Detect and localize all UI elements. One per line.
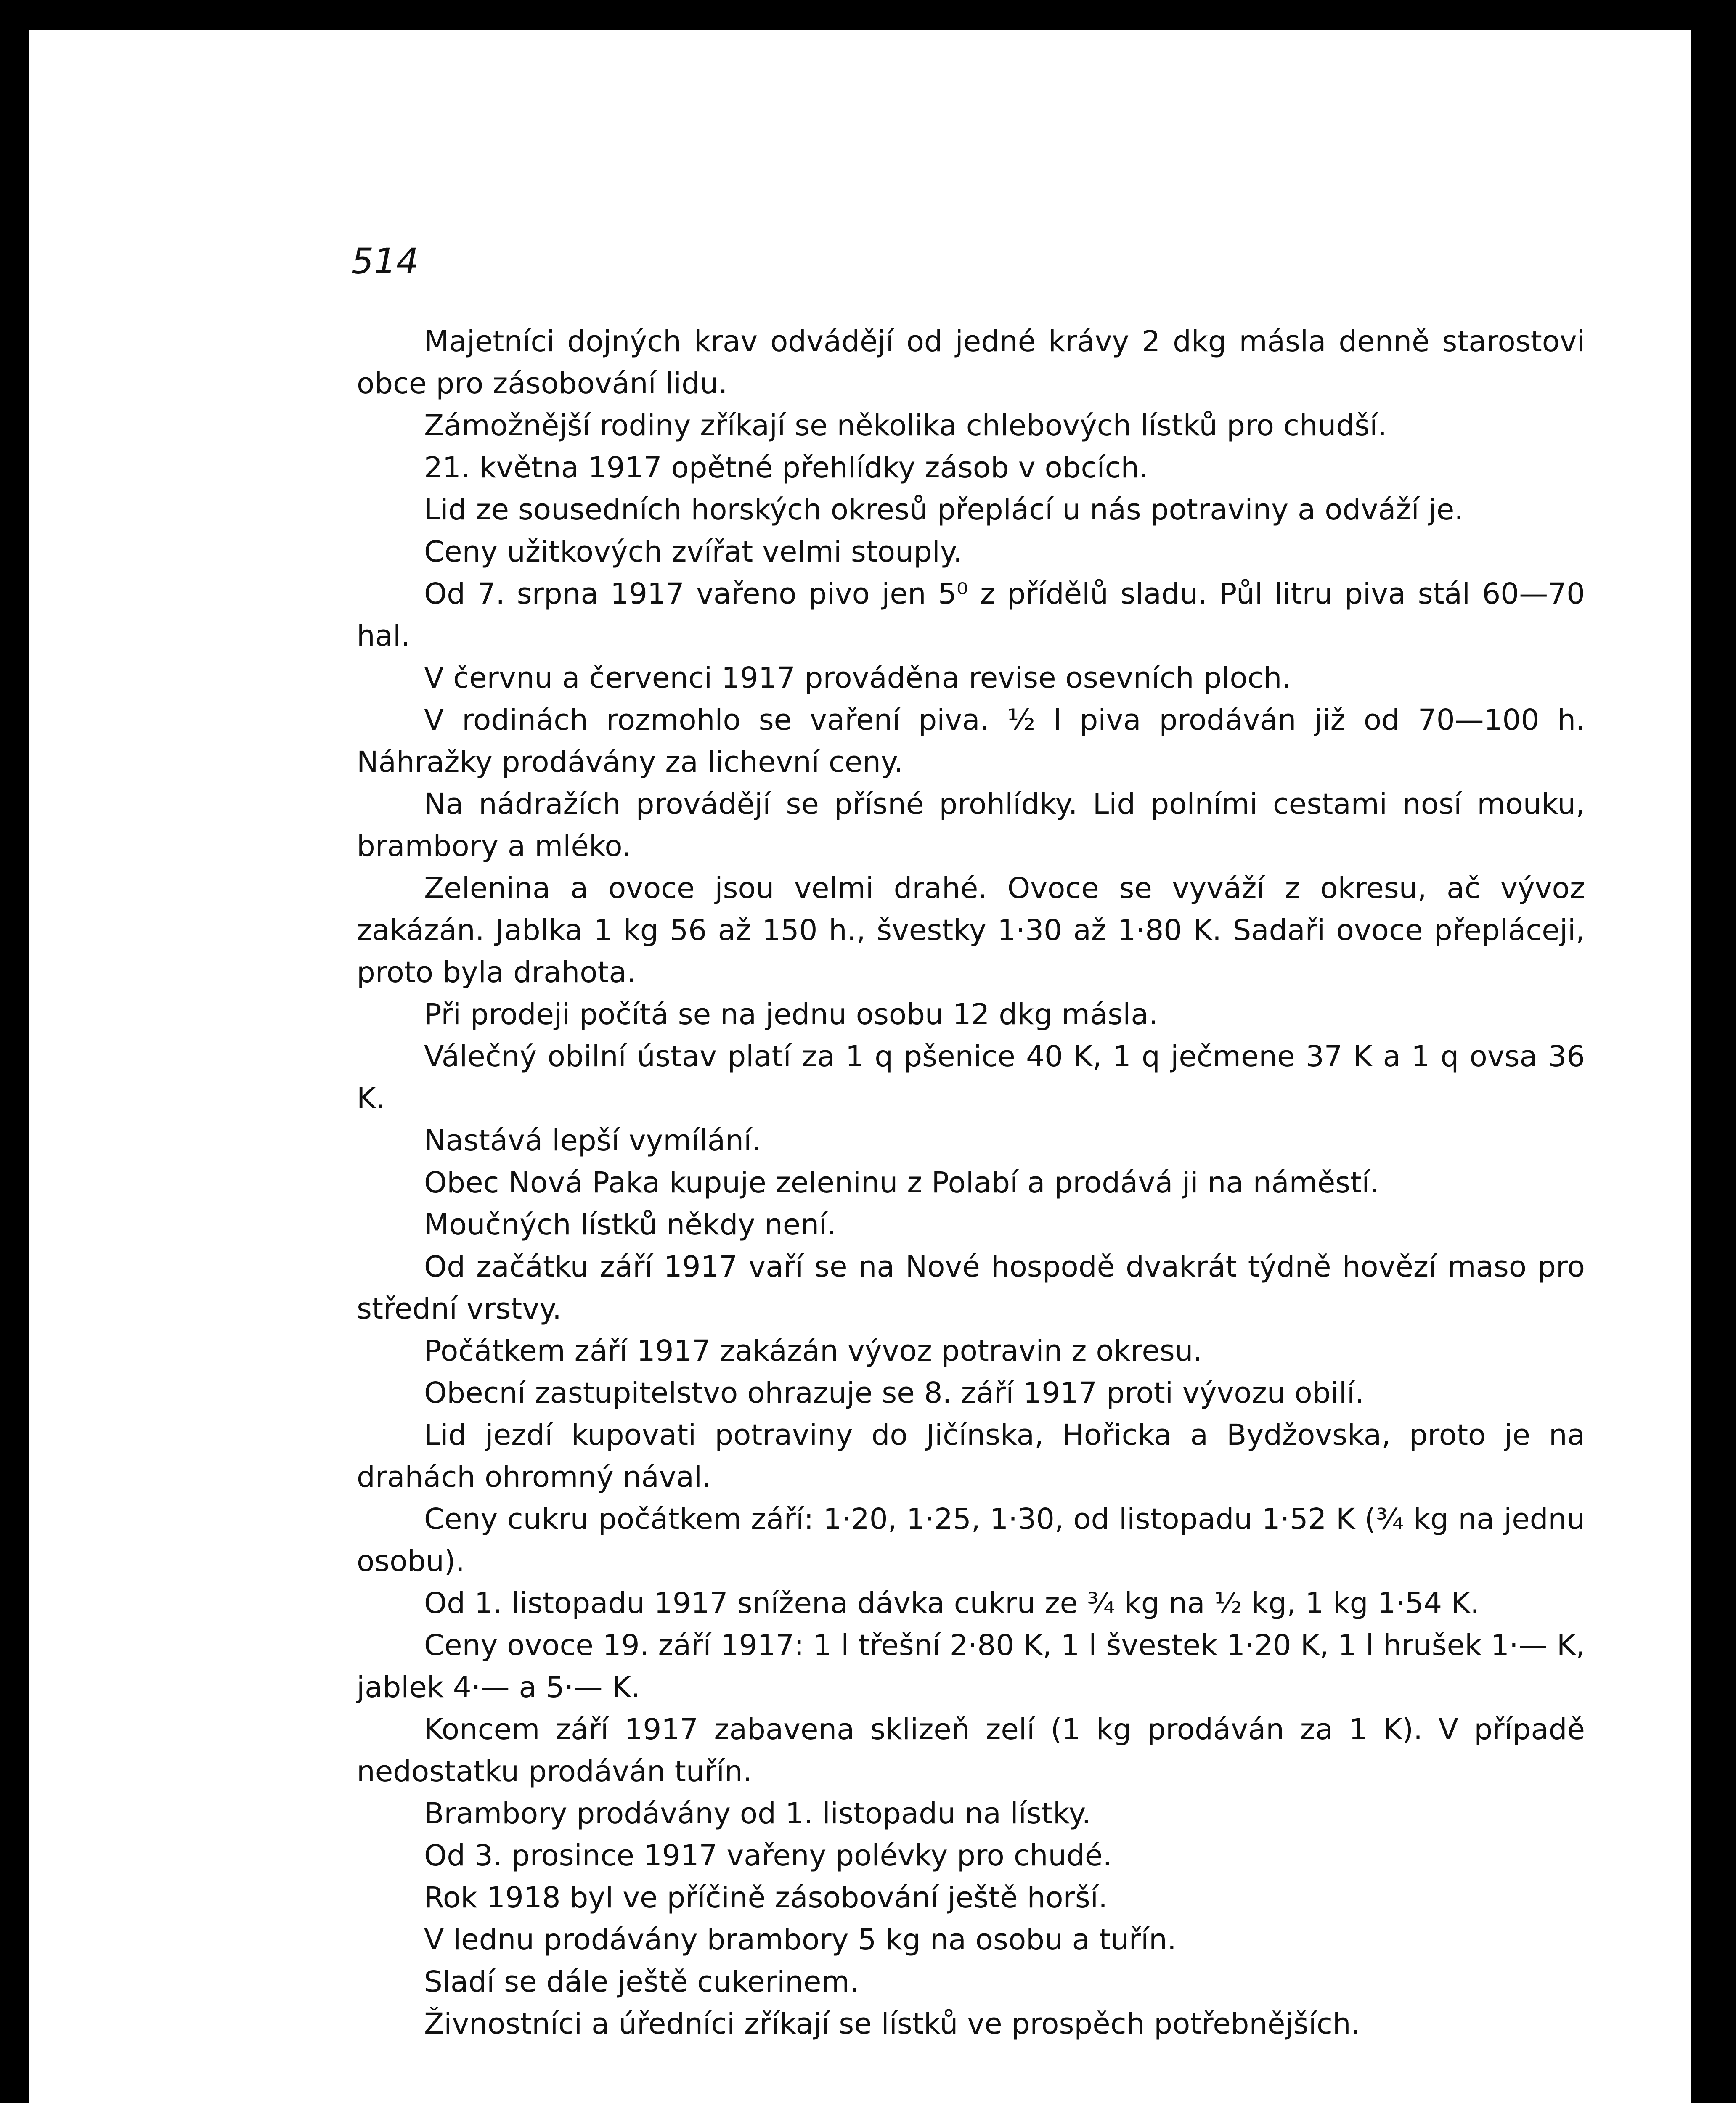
paragraph: Koncem září 1917 zabavena sklizeň zelí (1 kg prodáván za 1 K). V případě nedostatku prodáván tuřín. xyxy=(357,1713,1585,1788)
paragraph: Od začátku září 1917 vaří se na Nové hospodě dvakrát týdně hovězí maso pro střední vrstvy. xyxy=(357,1250,1585,1326)
paragraph: V rodinách rozmohlo se vaření piva. ½ l piva prodáván již od 70—100 h. Náhražky prodávány za lichevní ceny. xyxy=(357,703,1585,779)
paragraph: Zámožnější rodiny zříkají se několika chlebových lístků pro chudší. xyxy=(424,409,1387,442)
paragraph: Obecní zastupitelstvo ohrazuje se 8. září 1917 proti vývozu obilí. xyxy=(424,1376,1364,1410)
paragraph: Majetníci dojných krav odvádějí od jedné krávy 2 dkg másla denně starostovi obce pro zásobování lidu. xyxy=(357,325,1585,400)
paragraph: Moučných lístků někdy není. xyxy=(424,1208,837,1242)
document-page xyxy=(29,30,1691,2103)
paragraph: Zelenina a ovoce jsou velmi drahé. Ovoce se vyváží z okresu, ač vývoz zakázán. Jablka 1 kg 56 až 150 h., švestky 1·30 až 1·80 K. Sadaři ovoce přepláceji, proto byla drahota. xyxy=(357,871,1585,989)
paragraph: Lid ze sousedních horských okresů přeplácí u nás potraviny a odváží je. xyxy=(424,493,1464,527)
paragraph: Od 7. srpna 1917 vařeno pivo jen 5⁰ z přídělů sladu. Půl litru piva stál 60—70 hal. xyxy=(357,577,1585,653)
paragraph: Na nádražích provádějí se přísné prohlídky. Lid polními cestami nosí mouku, brambory a mléko. xyxy=(357,787,1585,863)
paragraph: Obec Nová Paka kupuje zeleninu z Polabí a prodává ji na náměstí. xyxy=(424,1166,1379,1200)
paragraph: Ceny užitkových zvířat velmi stouply. xyxy=(424,535,962,569)
paragraph: Nastává lepší vymílání. xyxy=(424,1124,761,1157)
paragraph: Ceny ovoce 19. září 1917: 1 l třešní 2·80 K, 1 l švestek 1·20 K, 1 l hrušek 1·— K, jablek 4·— a 5·— K. xyxy=(357,1629,1585,1704)
page-number: 514 xyxy=(351,241,419,282)
paragraph: Počátkem září 1917 zakázán vývoz potravin z okresu. xyxy=(424,1334,1203,1368)
paragraph: Lid jezdí kupovati potraviny do Jičínska, Hořicka a Bydžovska, proto je na drahách ohromný nával. xyxy=(357,1418,1585,1494)
paragraph: V červnu a červenci 1917 prováděna revise osevních ploch. xyxy=(424,661,1291,695)
paragraph: 21. května 1917 opětné přehlídky zásob v obcích. xyxy=(424,451,1149,485)
paragraph: Od 1. listopadu 1917 snížena dávka cukru ze ¾ kg na ½ kg, 1 kg 1·54 K. xyxy=(424,1587,1480,1620)
text-body xyxy=(357,320,1585,2045)
paragraph: Živnostníci a úředníci zříkají se lístků ve prospěch potřebnějších. xyxy=(424,2007,1360,2041)
paragraph: Při prodeji počítá se na jednu osobu 12 dkg másla. xyxy=(424,998,1158,1031)
paragraph: Brambory prodávány od 1. listopadu na lístky. xyxy=(424,1797,1091,1830)
paragraph: Válečný obilní ústav platí za 1 q pšenice 40 K, 1 q ječmene 37 K a 1 q ovsa 36 K. xyxy=(357,1040,1585,1115)
paragraph: Ceny cukru počátkem září: 1·20, 1·25, 1·30, od listopadu 1·52 K (¾ kg na jednu osobu). xyxy=(357,1502,1585,1578)
paragraph: Od 3. prosince 1917 vařeny polévky pro chudé. xyxy=(424,1839,1112,1873)
paragraph: V lednu prodávány brambory 5 kg na osobu a tuřín. xyxy=(424,1923,1177,1957)
paragraph: Sladí se dále ještě cukerinem. xyxy=(424,1965,859,1999)
paragraph: Rok 1918 byl ve příčině zásobování ještě horší. xyxy=(424,1881,1108,1915)
